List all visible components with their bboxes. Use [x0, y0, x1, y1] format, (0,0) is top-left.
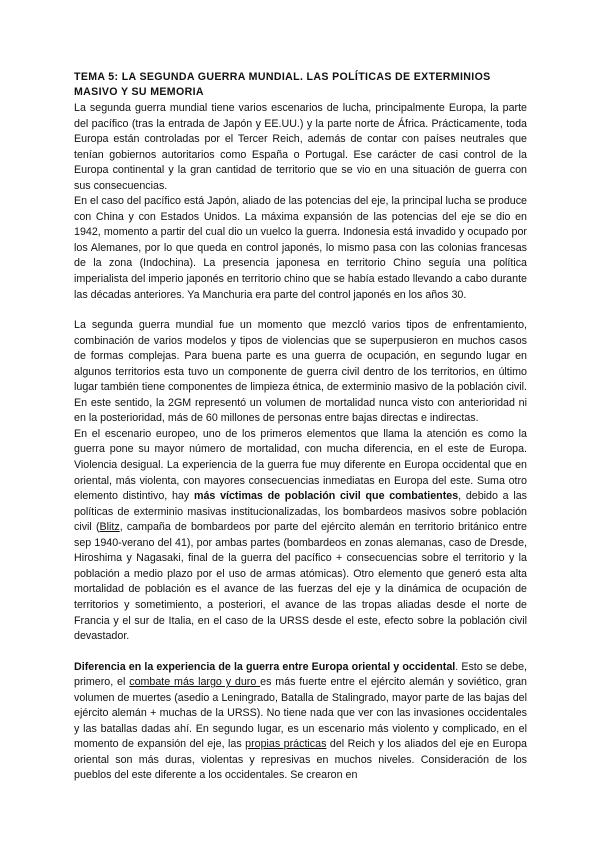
title-line-2: MASIVO Y SU MEMORIA	[74, 86, 204, 98]
paragraph-2: En el caso del pacífico está Japón, aliado de las potencias del eje, la principal lucha se produce con China y con Estados Unidos. La máxima expansión de las potencias del eje se dio en 1942, momento a partir del cual dio un vuelco la guerra. Indonesia está invadido y ocupado por los Alemanes, por lo que queda en control japonés, lo mismo pasa con las colonias francesas de la zona (Indochina). La presencia japonesa en territorio Chino seguía una política imperialista del imperio japonés en territorio chino que se había estado llevando a cabo durante las décadas anteriores. Ya Manchuria era parte del control japonés en los años 30.	[74, 195, 527, 301]
paragraph-4	[74, 427, 527, 645]
paragraph-4-text-c: , campaña de bombardeos por parte del ejército alemán en territorio británico entre sep 1940-verano del 41), por ambas partes (bombardeos en zonas alemanas, caso de Dresde, Hiroshima y Nagasaki, final de la guerra del pacífico + consecuencias sobre el territorio y la población a medio plazo por el uso de armas atómicas). Otro elemento que generó esta alta mortalidad de población es el avance de las fuerzas del eje y la dinámica de ocupación de territorios y sometimiento, a posteriori, el avance de las tropas aliadas desde el norte de Francia y el sur de Italia, en el caso de la URSS desde el este, efecto sobre la población civil devastador.	[74, 521, 527, 643]
paragraph-5	[74, 660, 527, 784]
paragraph-4-bold: más víctimas de población civil que combatientes	[193, 490, 459, 503]
paragraph-5-text-a: . Esto se debe, primero, el	[74, 660, 527, 689]
paragraph-1: La segunda guerra mundial tiene varios escenarios de lucha, principalmente Europa, la parte del pacífico (tras la entrada de Japón y EE.UU.) y la parte norte de África. Prácticamente, toda Europa están controladas por el Tercer Reich, además de contar con países neutrales que tenían gobiernos autoritarios como España o Portugal. Ese carácter de casi control de la Europa continental y la gran cantidad de territorio que se vio en una situación de guerra con sus consecuencias.	[74, 102, 527, 192]
paragraph-5-bold-heading: Diferencia en la experiencia de la guerra entre Europa oriental y occidental	[74, 660, 456, 673]
paragraph-spacer	[74, 645, 527, 660]
paragraph-4-text-a: En el escenario europeo, uno de los primeros elementos que llama la atención es como la guerra pone su mayor número de mortalidad, con mucha diferencia, en el este de Europa. Violencia desigual. La experiencia de la guerra fue muy diferente en Europa occidental que en oriental, más violenta, con mayores consecuencias inmediatas en Europa del este. Suma otro elemento distintivo, hay	[74, 427, 527, 503]
paragraph-5-underline-2: propias prácticas	[245, 738, 327, 751]
title-line-1: TEMA 5: LA SEGUNDA GUERRA MUNDIAL. LAS POLÍTICAS DE EXTERMINIOS	[74, 71, 491, 83]
paragraph-5-text-c: del Reich y los aliados del eje en Europa oriental son más duras, violentas y represivas en muchos niveles. Consideración de los pueblos del este diferente a los occidentales. Se crearon en	[74, 738, 527, 782]
paragraph-5-text-b: es más fuerte entre el ejército alemán y soviético, gran volumen de muertes (asedio a Leningrado, Batalla de Stalingrado, mayor parte de las bajas del ejército alemán + muchas de la URSS). No tiene nada que ver con las invasiones occidentales y las batallas dadas ahí. En segundo lugar, es un escenario más violento y complicado, en el momento de expansión del eje, las	[74, 676, 527, 751]
document-title	[74, 70, 527, 100]
paragraph-4-text-b: , debido a las políticas de exterminio masivas institucionalizadas, los bombardeos masivos sobre población civil (	[74, 490, 528, 534]
paragraph-3: La segunda guerra mundial fue un momento que mezcló varios tipos de enfrentamiento, combinación de varios modelos y tipos de violencias que se superpusieron en muchos casos de formas complejas. Para buena parte es una guerra de ocupación, en segundo lugar en algunos territorios esta tuvo un componente de guerra civil dentro de los territorios, en último lugar también tiene componentes de limpieza étnica, de exterminio masivo de la población civil. En este sentido, la 2GM representó un volumen de mortalidad nunca visto con anterioridad ni en la posterioridad, más de 60 millones de personas entre bajas directas e indirectas.	[74, 319, 527, 425]
paragraph-spacer	[74, 303, 527, 318]
paragraph-5-underline-1: combate más largo y duro	[129, 676, 261, 689]
blitz-link: Blitz	[99, 521, 120, 534]
